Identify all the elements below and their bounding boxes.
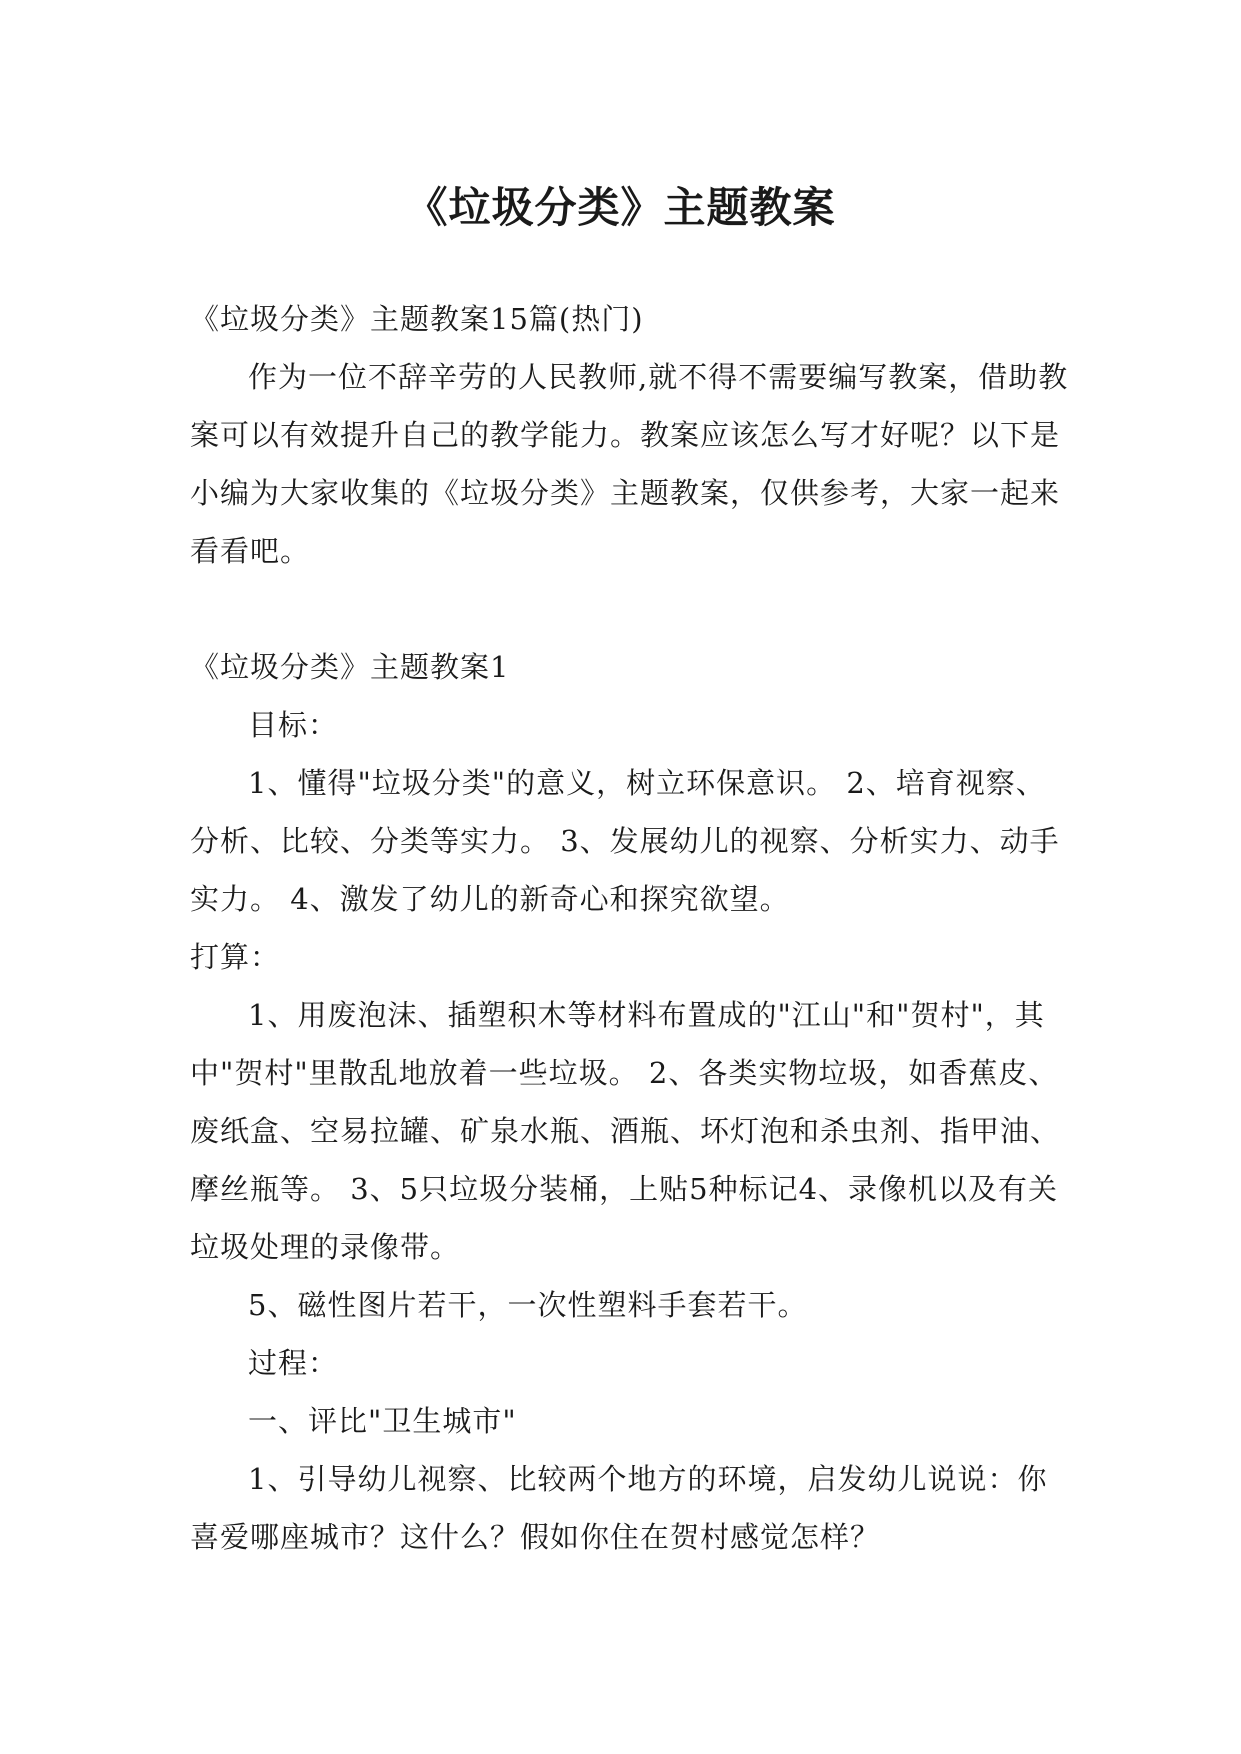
step-1-paragraph: 1、引导幼儿视察、比较两个地方的环境，启发幼儿说说：你喜爱哪座城市？这什么？假如你住在贺村感觉怎样？ xyxy=(190,1462,1048,1554)
process-label: 过程： xyxy=(248,1346,339,1380)
goals-paragraph: 1、懂得"垃圾分类"的意义，树立环保意识。 2、培育视察、分析、比较、分类等实力。 3、发展幼儿的视察、分析实力、动手实力。 4、激发了幼儿的新奇心和探究欲望。 xyxy=(190,766,1060,916)
section-heading: 《垃圾分类》主题教案1 xyxy=(190,650,510,684)
document-title: 《垃圾分类》主题教案 xyxy=(405,183,836,233)
prep-label: 打算： xyxy=(190,940,281,974)
prep-paragraph: 1、用废泡沫、插塑积木等材料布置成的"江山"和"贺村"，其中"贺村"里散乱地放着一些垃圾。 2、各类实物垃圾，如香蕉皮、废纸盒、空易拉罐、矿泉水瓶、酒瓶、坏灯泡和杀虫剂、指甲油、摩丝瓶等。 3、5只垃圾分装桶，上贴5种标记4、录像机以及有关垃圾处理的录像带。 xyxy=(190,998,1061,1264)
step-1-heading: 一、评比"卫生城市" xyxy=(248,1404,517,1438)
goal-label: 目标： xyxy=(248,708,339,742)
document-subtitle: 《垃圾分类》主题教案15篇(热门) xyxy=(190,302,644,336)
document-body xyxy=(190,290,1070,1566)
paragraph-spacer xyxy=(190,580,1070,638)
prep-item-5: 5、磁性图片若干，一次性塑料手套若干。 xyxy=(248,1288,808,1322)
intro-paragraph: 作为一位不辞辛劳的人民教师,就不得不需要编写教案，借助教案可以有效提升自己的教学能力。教案应该怎么写才好呢？以下是小编为大家收集的《垃圾分类》主题教案，仅供参考，大家一起来看看吧。 xyxy=(190,360,1069,568)
